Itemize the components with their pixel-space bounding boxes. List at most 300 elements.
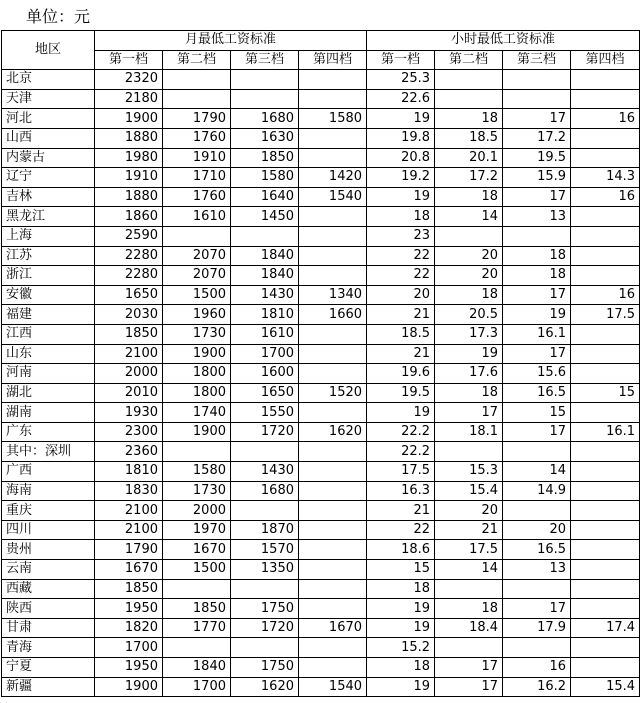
hourly-tier-4-cell bbox=[571, 520, 640, 540]
hourly-tier-1-cell: 21 bbox=[367, 501, 435, 521]
hourly-tier-4-cell bbox=[571, 364, 640, 384]
monthly-tier-1-cell: 1930 bbox=[95, 403, 163, 423]
monthly-tier-3-cell: 1430 bbox=[231, 462, 299, 482]
monthly-tier-3-cell: 1430 bbox=[231, 285, 299, 305]
monthly-tier-1-cell: 1950 bbox=[95, 599, 163, 619]
monthly-tier-2-cell: 1730 bbox=[163, 481, 231, 501]
region-cell: 福建 bbox=[2, 305, 95, 325]
hourly-tier-2-cell: 17 bbox=[435, 658, 503, 678]
monthly-tier-4-cell: 1340 bbox=[299, 285, 367, 305]
hourly-tier-4-cell: 16 bbox=[571, 285, 640, 305]
monthly-tier-1-cell: 1950 bbox=[95, 658, 163, 678]
table-row bbox=[2, 285, 640, 305]
monthly-tier-3-cell: 1450 bbox=[231, 207, 299, 227]
monthly-tier-4-cell bbox=[299, 324, 367, 344]
monthly-tier-2-cell bbox=[163, 89, 231, 109]
monthly-tier-4-cell bbox=[299, 266, 367, 286]
monthly-tier-3-cell: 1870 bbox=[231, 520, 299, 540]
hourly-tier-1-cell: 16.3 bbox=[367, 481, 435, 501]
monthly-tier-1-cell: 2280 bbox=[95, 246, 163, 266]
hourly-tier-3-cell: 19 bbox=[503, 305, 571, 325]
monthly-tier-4-cell: 1580 bbox=[299, 109, 367, 129]
unit-label: 单位：元 bbox=[26, 7, 91, 26]
hourly-tier-4-cell: 16 bbox=[571, 109, 640, 129]
hourly-tier-1-cell: 19.5 bbox=[367, 383, 435, 403]
hourly-tier-4-cell bbox=[571, 462, 640, 482]
monthly-tier-2-cell: 1500 bbox=[163, 560, 231, 580]
monthly-tier-2-cell bbox=[163, 70, 231, 90]
region-cell: 甘肃 bbox=[2, 618, 95, 638]
hourly-tier-4-cell: 16.1 bbox=[571, 422, 640, 442]
region-cell: 内蒙古 bbox=[2, 148, 95, 168]
monthly-tier-3-cell: 1840 bbox=[231, 246, 299, 266]
hourly-tier-1-cell: 15.2 bbox=[367, 638, 435, 658]
monthly-tier-1-cell: 1900 bbox=[95, 677, 163, 697]
hourly-tier-2-cell: 17 bbox=[435, 403, 503, 423]
hourly-tier-2-cell: 17.3 bbox=[435, 324, 503, 344]
monthly-tier-2-cell: 2000 bbox=[163, 501, 231, 521]
region-cell: 西藏 bbox=[2, 579, 95, 599]
minimum-wage-table bbox=[1, 30, 640, 697]
monthly-tier-4-cell bbox=[299, 579, 367, 599]
monthly-tier-1-cell: 1900 bbox=[95, 109, 163, 129]
monthly-tier-2-cell: 1800 bbox=[163, 364, 231, 384]
monthly-tier-1-cell: 2000 bbox=[95, 364, 163, 384]
monthly-tier-1-cell: 2320 bbox=[95, 70, 163, 90]
monthly-tier-1-cell: 1850 bbox=[95, 579, 163, 599]
monthly-tier-3-cell: 1610 bbox=[231, 324, 299, 344]
monthly-tier-3-cell: 1350 bbox=[231, 560, 299, 580]
hourly-tier-3-cell: 17 bbox=[503, 599, 571, 619]
hourly-tier-4-cell bbox=[571, 207, 640, 227]
header-row-tiers bbox=[2, 50, 640, 70]
hourly-tier-2-cell: 20 bbox=[435, 266, 503, 286]
hourly-tier-1-cell: 17.5 bbox=[367, 462, 435, 482]
region-cell: 陕西 bbox=[2, 599, 95, 619]
hourly-tier-3-cell bbox=[503, 226, 571, 246]
monthly-tier-1-cell: 2590 bbox=[95, 226, 163, 246]
monthly-tier-3-cell: 1650 bbox=[231, 383, 299, 403]
table-row bbox=[2, 403, 640, 423]
hourly-tier-1-cell: 18.5 bbox=[367, 324, 435, 344]
monthly-tier-3-cell bbox=[231, 579, 299, 599]
table-row bbox=[2, 618, 640, 638]
hourly-tier-2-cell bbox=[435, 442, 503, 462]
monthly-tier-2-cell: 1760 bbox=[163, 128, 231, 148]
hourly-tier-2-cell: 15.3 bbox=[435, 462, 503, 482]
monthly-tier-3-cell: 1600 bbox=[231, 364, 299, 384]
monthly-tier-1-cell: 2100 bbox=[95, 344, 163, 364]
monthly-tier-2-cell: 1790 bbox=[163, 109, 231, 129]
hourly-tier-2-cell: 18 bbox=[435, 599, 503, 619]
region-cell: 北京 bbox=[2, 70, 95, 90]
monthly-tier-1-cell: 1670 bbox=[95, 560, 163, 580]
table-row bbox=[2, 305, 640, 325]
monthly-tier-3-cell bbox=[231, 226, 299, 246]
monthly-tier-1-cell: 1860 bbox=[95, 207, 163, 227]
monthly-tier-1-cell: 1980 bbox=[95, 148, 163, 168]
monthly-tier-4-cell bbox=[299, 148, 367, 168]
hourly-tier-2-cell: 18.5 bbox=[435, 128, 503, 148]
region-cell: 广西 bbox=[2, 462, 95, 482]
monthly-tier-1-cell: 1790 bbox=[95, 540, 163, 560]
table-row bbox=[2, 658, 640, 678]
hourly-tier-1-cell: 22.2 bbox=[367, 422, 435, 442]
monthly-tier-4-cell bbox=[299, 658, 367, 678]
table-row bbox=[2, 266, 640, 286]
hourly-tier-3-cell bbox=[503, 638, 571, 658]
hourly-tier-2-cell: 17.5 bbox=[435, 540, 503, 560]
monthly-tier-2-cell: 1710 bbox=[163, 168, 231, 188]
region-cell: 湖南 bbox=[2, 403, 95, 423]
monthly-tier-4-cell bbox=[299, 364, 367, 384]
monthly-tier-3-cell bbox=[231, 501, 299, 521]
region-header: 地区 bbox=[2, 31, 95, 70]
hourly-tier-3-cell: 19.5 bbox=[503, 148, 571, 168]
hourly-tier-3-cell: 17.9 bbox=[503, 618, 571, 638]
table-row bbox=[2, 246, 640, 266]
monthly-tier-3-cell: 1630 bbox=[231, 128, 299, 148]
monthly-tier-4-cell: 1540 bbox=[299, 187, 367, 207]
hourly-tier-2-cell: 15.4 bbox=[435, 481, 503, 501]
hourly-tier-2-cell: 14 bbox=[435, 560, 503, 580]
hourly-tier-2-cell: 20 bbox=[435, 501, 503, 521]
monthly-tier-2-cell: 1960 bbox=[163, 305, 231, 325]
region-cell: 四川 bbox=[2, 520, 95, 540]
monthly-tier-4-cell bbox=[299, 560, 367, 580]
region-cell: 河北 bbox=[2, 109, 95, 129]
monthly-tier-3-cell: 1840 bbox=[231, 266, 299, 286]
table-row bbox=[2, 638, 640, 658]
hourly-tier-1-cell: 18.6 bbox=[367, 540, 435, 560]
region-cell: 黑龙江 bbox=[2, 207, 95, 227]
hourly-tier-3-cell: 13 bbox=[503, 207, 571, 227]
region-cell: 浙江 bbox=[2, 266, 95, 286]
hourly-tier-1-cell: 20.8 bbox=[367, 148, 435, 168]
monthly-tier-2-cell: 1850 bbox=[163, 599, 231, 619]
monthly-tier-4-cell bbox=[299, 501, 367, 521]
hourly-tier-4-cell: 17.5 bbox=[571, 305, 640, 325]
monthly-tier-3-cell: 1580 bbox=[231, 168, 299, 188]
hourly-tier-2-cell: 17.2 bbox=[435, 168, 503, 188]
monthly-tier-2-cell: 1900 bbox=[163, 344, 231, 364]
hourly-tier-3-cell: 17 bbox=[503, 187, 571, 207]
hourly-tier-3-cell: 16.2 bbox=[503, 677, 571, 697]
table-row bbox=[2, 148, 640, 168]
hourly-tier-4-cell bbox=[571, 501, 640, 521]
monthly-tier-1-cell: 2010 bbox=[95, 383, 163, 403]
hourly-tier-4-cell bbox=[571, 540, 640, 560]
hourly-tier-2-cell: 18 bbox=[435, 109, 503, 129]
monthly-tier-1-cell: 2300 bbox=[95, 422, 163, 442]
hourly-tier-1-cell: 19.8 bbox=[367, 128, 435, 148]
monthly-tier-3-cell: 1750 bbox=[231, 658, 299, 678]
monthly-tier-2-cell: 1800 bbox=[163, 383, 231, 403]
monthly-tier-3-cell: 1720 bbox=[231, 618, 299, 638]
hourly-tier-4-cell bbox=[571, 70, 640, 90]
hourly-tier-3-cell: 17 bbox=[503, 285, 571, 305]
monthly-tier-4-cell bbox=[299, 226, 367, 246]
hourly-tier-4-cell: 15 bbox=[571, 383, 640, 403]
monthly-tier-2-cell bbox=[163, 442, 231, 462]
monthly-tier-4-cell bbox=[299, 344, 367, 364]
hourly-tier-4-cell bbox=[571, 403, 640, 423]
region-cell: 云南 bbox=[2, 560, 95, 580]
hourly-tier-3-cell: 15.9 bbox=[503, 168, 571, 188]
monthly-tier-3-cell: 1680 bbox=[231, 109, 299, 129]
monthly-tier-2-cell: 1840 bbox=[163, 658, 231, 678]
hourly-tier-1-cell: 19 bbox=[367, 618, 435, 638]
hourly-tier-3-cell bbox=[503, 579, 571, 599]
monthly-tier-1-cell: 1830 bbox=[95, 481, 163, 501]
hourly-tier-1-cell: 18 bbox=[367, 658, 435, 678]
table-row bbox=[2, 481, 640, 501]
monthly-tier-3-cell: 1640 bbox=[231, 187, 299, 207]
monthly-tier-2-cell: 1700 bbox=[163, 677, 231, 697]
hourly-tier-3-cell: 15 bbox=[503, 403, 571, 423]
region-cell: 河南 bbox=[2, 364, 95, 384]
monthly-tier-3-cell: 1570 bbox=[231, 540, 299, 560]
hourly-tier-4-cell: 14.3 bbox=[571, 168, 640, 188]
header-row-groups bbox=[2, 31, 640, 51]
hourly-header: 小时最低工资标准 bbox=[367, 31, 640, 51]
hourly-tier-3-cell: 18 bbox=[503, 266, 571, 286]
table-row bbox=[2, 422, 640, 442]
hourly-tier-2-cell bbox=[435, 638, 503, 658]
monthly-tier-2-cell: 1910 bbox=[163, 148, 231, 168]
monthly-tier-1-cell: 1700 bbox=[95, 638, 163, 658]
hourly-tier-3-cell: 16 bbox=[503, 658, 571, 678]
table-row bbox=[2, 324, 640, 344]
hourly-tier-1-cell: 22 bbox=[367, 520, 435, 540]
hourly-tier-4-cell bbox=[571, 148, 640, 168]
region-cell: 安徽 bbox=[2, 285, 95, 305]
monthly-tier-4-cell bbox=[299, 207, 367, 227]
region-cell: 青海 bbox=[2, 638, 95, 658]
monthly-tier-1-cell: 2030 bbox=[95, 305, 163, 325]
monthly-tier-4-cell bbox=[299, 462, 367, 482]
monthly-tier-4-cell bbox=[299, 599, 367, 619]
monthly-tier-2-cell bbox=[163, 226, 231, 246]
monthly-tier-1-cell: 2360 bbox=[95, 442, 163, 462]
region-cell: 山西 bbox=[2, 128, 95, 148]
hourly-tier-1-cell: 19 bbox=[367, 677, 435, 697]
hourly-tier-3-cell: 17.2 bbox=[503, 128, 571, 148]
monthly-tier-2-cell: 2070 bbox=[163, 266, 231, 286]
hourly-tier-2-cell bbox=[435, 579, 503, 599]
hourly-tier-3-cell: 14 bbox=[503, 462, 571, 482]
table-row bbox=[2, 207, 640, 227]
table-row bbox=[2, 364, 640, 384]
monthly-tier-2-cell bbox=[163, 579, 231, 599]
hourly-tier-3-cell bbox=[503, 501, 571, 521]
monthly-tier-4-cell: 1620 bbox=[299, 422, 367, 442]
monthly-tier-1-header: 第一档 bbox=[95, 50, 163, 70]
hourly-tier-4-cell bbox=[571, 246, 640, 266]
hourly-tier-3-cell: 17 bbox=[503, 344, 571, 364]
hourly-tier-4-cell bbox=[571, 658, 640, 678]
table-row bbox=[2, 540, 640, 560]
hourly-tier-3-cell: 14.9 bbox=[503, 481, 571, 501]
table-row bbox=[2, 344, 640, 364]
hourly-tier-3-cell: 18 bbox=[503, 246, 571, 266]
region-cell: 贵州 bbox=[2, 540, 95, 560]
hourly-tier-2-cell: 20.1 bbox=[435, 148, 503, 168]
hourly-tier-1-cell: 21 bbox=[367, 305, 435, 325]
table-row bbox=[2, 70, 640, 90]
monthly-tier-2-cell: 1770 bbox=[163, 618, 231, 638]
hourly-tier-3-cell: 20 bbox=[503, 520, 571, 540]
monthly-tier-3-cell: 1620 bbox=[231, 677, 299, 697]
monthly-tier-1-cell: 1650 bbox=[95, 285, 163, 305]
monthly-header: 月最低工资标准 bbox=[95, 31, 367, 51]
table-row bbox=[2, 677, 640, 697]
monthly-tier-1-cell: 1880 bbox=[95, 187, 163, 207]
hourly-tier-2-cell: 18 bbox=[435, 383, 503, 403]
monthly-tier-4-cell: 1670 bbox=[299, 618, 367, 638]
monthly-tier-2-cell: 1580 bbox=[163, 462, 231, 482]
hourly-tier-1-cell: 19 bbox=[367, 599, 435, 619]
monthly-tier-2-header: 第二档 bbox=[163, 50, 231, 70]
monthly-tier-4-cell bbox=[299, 520, 367, 540]
region-cell: 辽宁 bbox=[2, 168, 95, 188]
region-cell: 吉林 bbox=[2, 187, 95, 207]
table-row bbox=[2, 226, 640, 246]
table-row bbox=[2, 89, 640, 109]
hourly-tier-1-cell: 19.2 bbox=[367, 168, 435, 188]
region-cell: 重庆 bbox=[2, 501, 95, 521]
region-cell: 江苏 bbox=[2, 246, 95, 266]
hourly-tier-3-cell: 16.5 bbox=[503, 383, 571, 403]
hourly-tier-1-cell: 25.3 bbox=[367, 70, 435, 90]
hourly-tier-2-cell: 18.1 bbox=[435, 422, 503, 442]
region-cell: 山东 bbox=[2, 344, 95, 364]
monthly-tier-2-cell: 1730 bbox=[163, 324, 231, 344]
hourly-tier-4-cell bbox=[571, 128, 640, 148]
hourly-tier-4-cell bbox=[571, 89, 640, 109]
hourly-tier-1-cell: 20 bbox=[367, 285, 435, 305]
hourly-tier-2-cell: 20.5 bbox=[435, 305, 503, 325]
hourly-tier-2-cell: 17.6 bbox=[435, 364, 503, 384]
table-row bbox=[2, 442, 640, 462]
monthly-tier-1-cell: 1850 bbox=[95, 324, 163, 344]
monthly-tier-4-header: 第四档 bbox=[299, 50, 367, 70]
region-cell: 海南 bbox=[2, 481, 95, 501]
monthly-tier-4-cell: 1520 bbox=[299, 383, 367, 403]
region-cell: 湖北 bbox=[2, 383, 95, 403]
hourly-tier-2-cell: 17 bbox=[435, 677, 503, 697]
monthly-tier-2-cell: 1670 bbox=[163, 540, 231, 560]
hourly-tier-1-cell: 21 bbox=[367, 344, 435, 364]
monthly-tier-2-cell: 1760 bbox=[163, 187, 231, 207]
hourly-tier-1-cell: 19 bbox=[367, 109, 435, 129]
monthly-tier-4-cell bbox=[299, 70, 367, 90]
hourly-tier-1-cell: 22.6 bbox=[367, 89, 435, 109]
hourly-tier-3-cell: 17 bbox=[503, 422, 571, 442]
hourly-tier-3-cell: 16.1 bbox=[503, 324, 571, 344]
hourly-tier-1-cell: 19 bbox=[367, 187, 435, 207]
hourly-tier-2-cell bbox=[435, 89, 503, 109]
monthly-tier-3-cell: 1700 bbox=[231, 344, 299, 364]
hourly-tier-4-cell bbox=[571, 599, 640, 619]
monthly-tier-1-cell: 2180 bbox=[95, 89, 163, 109]
hourly-tier-1-cell: 15 bbox=[367, 560, 435, 580]
hourly-tier-4-cell bbox=[571, 344, 640, 364]
hourly-tier-2-cell bbox=[435, 70, 503, 90]
monthly-tier-1-cell: 1820 bbox=[95, 618, 163, 638]
hourly-tier-1-cell: 22 bbox=[367, 246, 435, 266]
hourly-tier-3-cell bbox=[503, 89, 571, 109]
hourly-tier-1-cell: 22.2 bbox=[367, 442, 435, 462]
hourly-tier-2-cell: 18.4 bbox=[435, 618, 503, 638]
monthly-tier-3-cell bbox=[231, 638, 299, 658]
monthly-tier-1-cell: 2100 bbox=[95, 501, 163, 521]
table-row bbox=[2, 168, 640, 188]
hourly-tier-3-cell: 17 bbox=[503, 109, 571, 129]
hourly-tier-1-cell: 19.6 bbox=[367, 364, 435, 384]
monthly-tier-3-header: 第三档 bbox=[231, 50, 299, 70]
monthly-tier-4-cell bbox=[299, 638, 367, 658]
monthly-tier-4-cell: 1420 bbox=[299, 168, 367, 188]
table-row bbox=[2, 128, 640, 148]
table-row bbox=[2, 501, 640, 521]
table-row bbox=[2, 560, 640, 580]
region-cell: 新疆 bbox=[2, 677, 95, 697]
monthly-tier-4-cell: 1660 bbox=[299, 305, 367, 325]
hourly-tier-4-cell bbox=[571, 481, 640, 501]
table-row bbox=[2, 383, 640, 403]
hourly-tier-4-cell: 16 bbox=[571, 187, 640, 207]
hourly-tier-3-cell bbox=[503, 70, 571, 90]
monthly-tier-1-cell: 1910 bbox=[95, 168, 163, 188]
hourly-tier-3-cell: 15.6 bbox=[503, 364, 571, 384]
monthly-tier-3-cell: 1720 bbox=[231, 422, 299, 442]
region-cell: 其中：深圳 bbox=[2, 442, 95, 462]
hourly-tier-4-cell bbox=[571, 442, 640, 462]
hourly-tier-4-cell bbox=[571, 638, 640, 658]
hourly-tier-2-cell: 20 bbox=[435, 246, 503, 266]
monthly-tier-4-cell: 1540 bbox=[299, 677, 367, 697]
hourly-tier-4-cell: 15.4 bbox=[571, 677, 640, 697]
hourly-tier-2-header: 第二档 bbox=[435, 50, 503, 70]
monthly-tier-4-cell bbox=[299, 403, 367, 423]
monthly-tier-3-cell: 1850 bbox=[231, 148, 299, 168]
monthly-tier-3-cell: 1750 bbox=[231, 599, 299, 619]
hourly-tier-3-cell bbox=[503, 442, 571, 462]
hourly-tier-4-cell bbox=[571, 560, 640, 580]
table-row bbox=[2, 109, 640, 129]
hourly-tier-2-cell: 21 bbox=[435, 520, 503, 540]
hourly-tier-2-cell bbox=[435, 226, 503, 246]
table-row bbox=[2, 462, 640, 482]
table-row bbox=[2, 187, 640, 207]
hourly-tier-4-cell bbox=[571, 266, 640, 286]
hourly-tier-2-cell: 14 bbox=[435, 207, 503, 227]
table-row bbox=[2, 599, 640, 619]
monthly-tier-1-cell: 1880 bbox=[95, 128, 163, 148]
hourly-tier-4-cell bbox=[571, 226, 640, 246]
region-cell: 上海 bbox=[2, 226, 95, 246]
hourly-tier-2-cell: 18 bbox=[435, 285, 503, 305]
hourly-tier-1-cell: 18 bbox=[367, 207, 435, 227]
hourly-tier-2-cell: 18 bbox=[435, 187, 503, 207]
monthly-tier-4-cell bbox=[299, 442, 367, 462]
monthly-tier-3-cell bbox=[231, 442, 299, 462]
hourly-tier-4-header: 第四档 bbox=[571, 50, 640, 70]
hourly-tier-4-cell bbox=[571, 579, 640, 599]
hourly-tier-3-cell: 13 bbox=[503, 560, 571, 580]
region-cell: 广东 bbox=[2, 422, 95, 442]
